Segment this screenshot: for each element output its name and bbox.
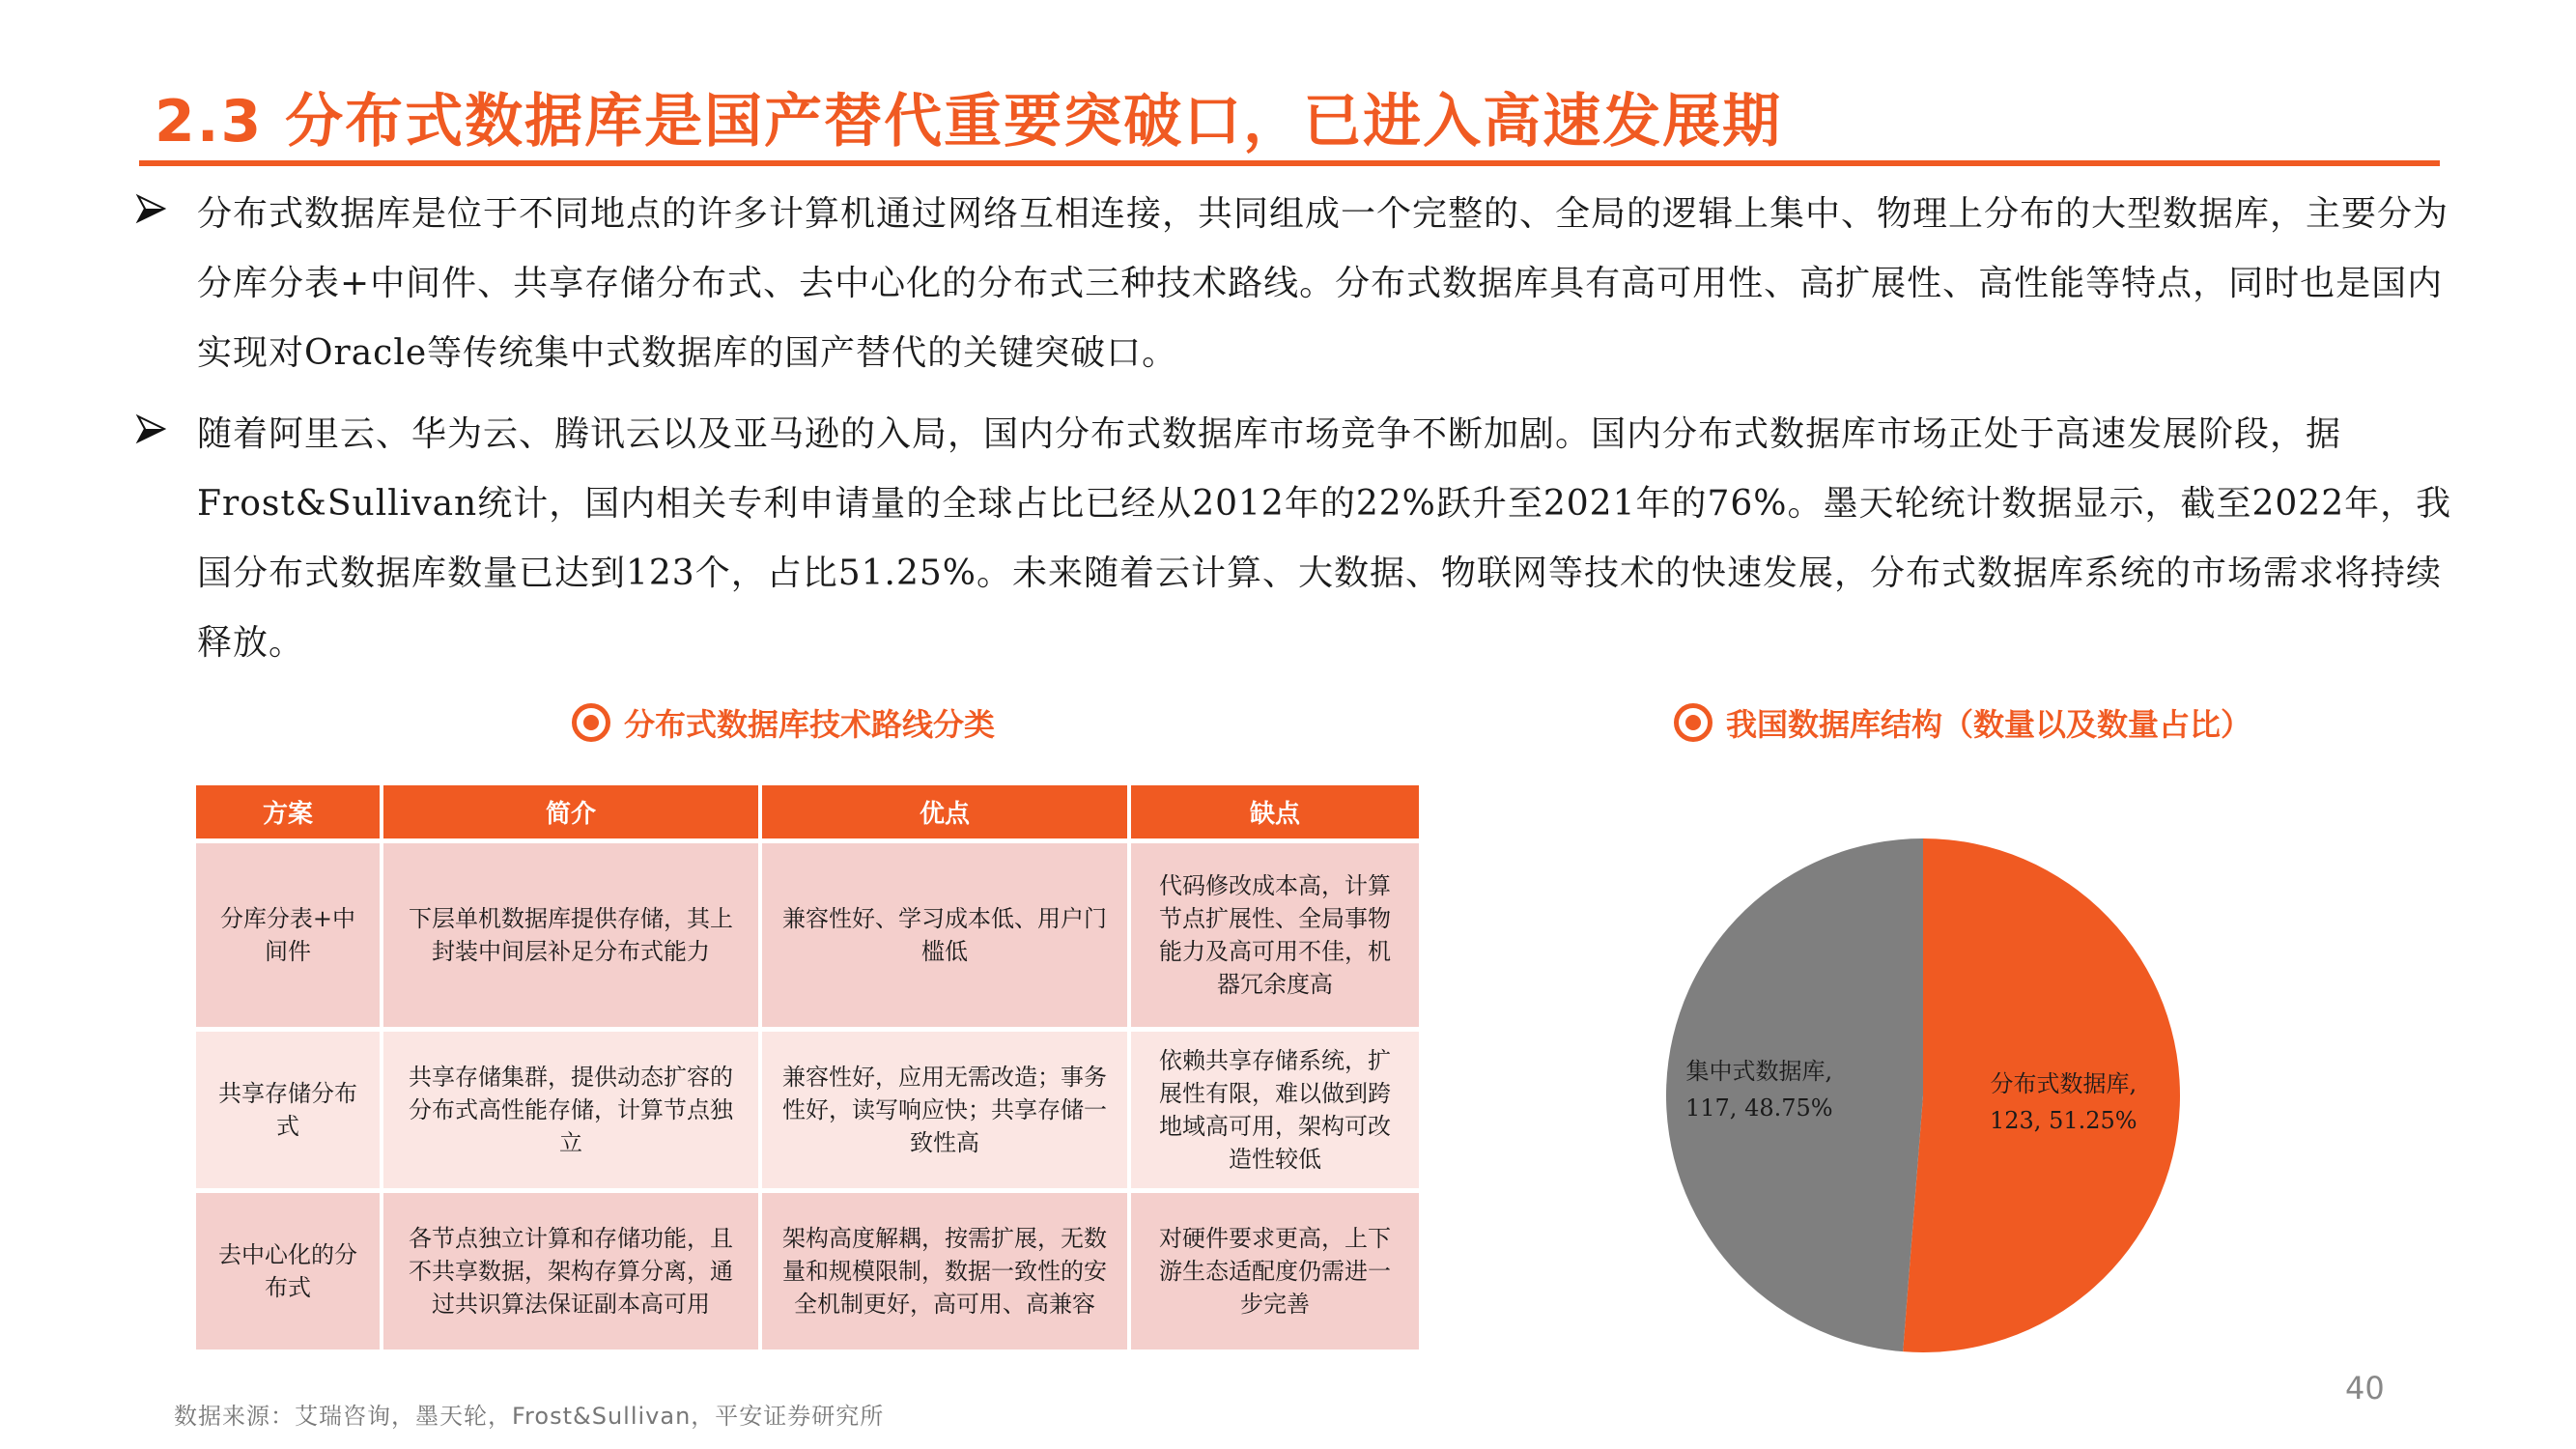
table-row <box>196 1193 1419 1350</box>
pie-label-centralized <box>1685 1053 1833 1126</box>
cell-scheme: 去中心化的分布式 <box>196 1193 380 1350</box>
pie-label-distributed <box>1990 1065 2137 1139</box>
section-title-structure <box>1674 700 2251 745</box>
page-number: 40 <box>2345 1370 2385 1406</box>
table-header-row <box>196 785 1419 838</box>
cell-pros: 架构高度解耦，按需扩展，无数量和规模限制，数据一致性的安全机制更好，高可用、高兼容 <box>762 1193 1127 1350</box>
bullet-text: 分布式数据库是位于不同地点的许多计算机通过网络互相连接，共同组成一个完整的、全局的逻辑上集中、物理上分布的大型数据库，主要分为分库分表+中间件、共享存储分布式、去中心化的分布式三种技术路线。分布式数据库具有高可用性、高扩展性、高性能等特点，同时也是国内实现对Oracle等传统集中式数据库的国产替代的关键突破口。 <box>197 194 2449 373</box>
cell-scheme: 共享存储分布式 <box>196 1032 380 1188</box>
section-title-text: 我国数据库结构（数量以及数量占比） <box>1726 706 2252 743</box>
cell-intro: 各节点独立计算和存储功能，且不共享数据，架构存算分离，通过共识算法保证副本高可用 <box>383 1193 758 1350</box>
header-intro: 简介 <box>383 785 758 838</box>
header-scheme: 方案 <box>196 785 380 838</box>
header-pros: 优点 <box>762 785 1127 838</box>
cell-cons: 对硬件要求更高，上下游生态适配度仍需进一步完善 <box>1131 1193 1419 1350</box>
cell-cons: 依赖共享存储系统，扩展性有限，难以做到跨地域高可用，架构可改造性较低 <box>1131 1032 1419 1188</box>
bullet-item <box>135 180 2453 388</box>
table-row <box>196 843 1419 1027</box>
section-title-routes <box>572 700 995 745</box>
pie-label-name: 分布式数据库, <box>1990 1070 2137 1097</box>
arrow-bullet-icon <box>135 413 166 444</box>
data-source-note: 数据来源：艾瑞咨询，墨天轮，Frost&Sullivan，平安证券研究所 <box>174 1403 885 1430</box>
section-title-text: 分布式数据库技术路线分类 <box>624 706 996 743</box>
routes-table <box>192 781 1423 1354</box>
target-icon <box>572 703 610 742</box>
cell-cons: 代码修改成本高，计算节点扩展性、全局事物能力及高可用不佳，机器冗余度高 <box>1131 843 1419 1027</box>
table-row <box>196 1032 1419 1188</box>
cell-pros: 兼容性好、学习成本低、用户门槛低 <box>762 843 1127 1027</box>
page-title: 2.3 分布式数据库是国产替代重要突破口，已进入高速发展期 <box>155 88 1783 156</box>
pie-label-name: 集中式数据库, <box>1685 1058 1833 1085</box>
header-cons: 缺点 <box>1131 785 1419 838</box>
cell-intro: 共享存储集群，提供动态扩容的分布式高性能存储，计算节点独立 <box>383 1032 758 1188</box>
cell-scheme: 分库分表+中间件 <box>196 843 380 1027</box>
bullet-text: 随着阿里云、华为云、腾讯云以及亚马逊的入局，国内分布式数据库市场竞争不断加剧。国内分布式数据库市场正处于高速发展阶段，据Frost&Sullivan统计，国内相关专利申请量的全球占比已经从2012年的22%跃升至2021年的76%。墨天轮统计数据显示，截至2022年，我国分布式数据库数量已达到123个，占比51.25%。未来随着云计算、大数据、物联网等技术的快速发展，分布式数据库系统的市场需求将持续释放。 <box>197 414 2452 663</box>
cell-intro: 下层单机数据库提供存储，其上封装中间层补足分布式能力 <box>383 843 758 1027</box>
cell-pros: 兼容性好，应用无需改造；事务性好，读写响应快；共享存储一致性高 <box>762 1032 1127 1188</box>
target-icon <box>1674 703 1713 742</box>
pie-label-value: 123, 51.25% <box>1990 1107 2137 1134</box>
bullet-item <box>135 400 2453 678</box>
title-underline <box>139 160 2440 166</box>
arrow-bullet-icon <box>135 193 166 224</box>
pie-label-value: 117, 48.75% <box>1685 1094 1833 1122</box>
